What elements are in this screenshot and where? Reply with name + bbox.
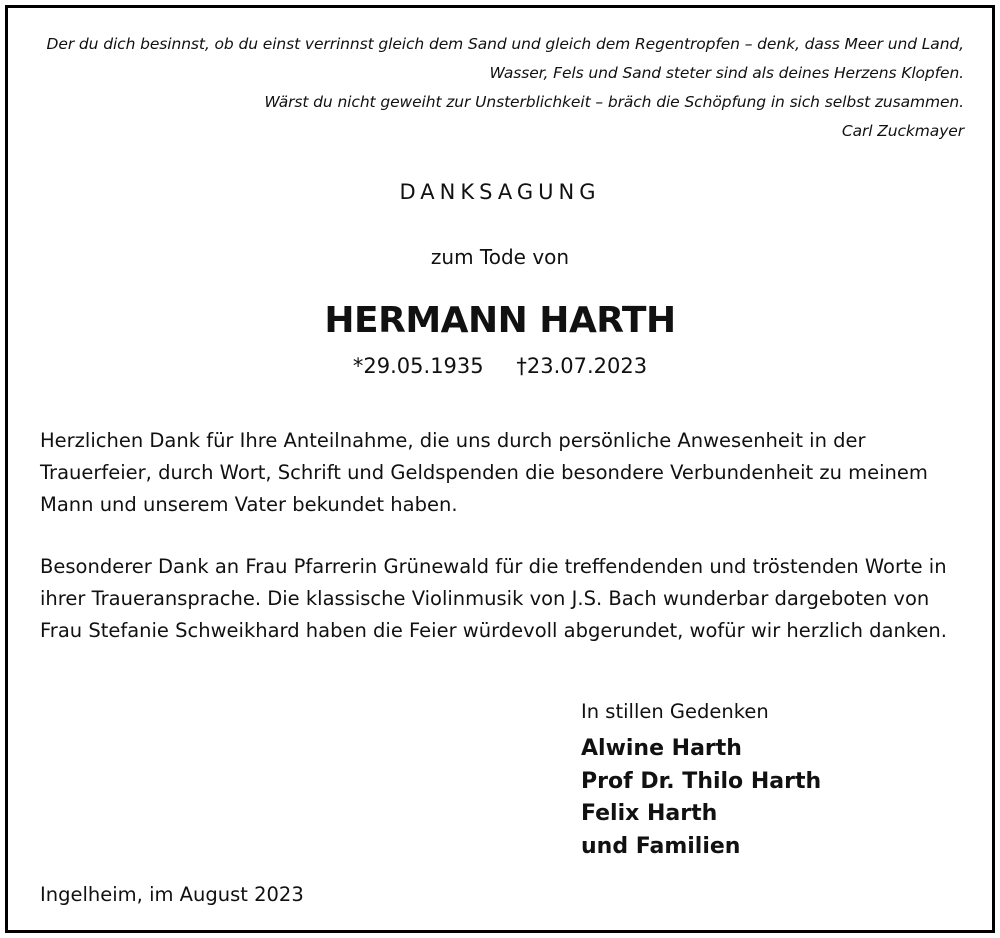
notice-subheading: zum Tode von <box>430 245 570 269</box>
signer-name: Alwine Harth <box>581 736 742 761</box>
life-dates <box>0 354 1000 378</box>
special-thanks-paragraph <box>40 551 980 647</box>
paragraph-line: Herzlichen Dank für Ihre Anteilnahme, die uns durch persönliche Anwesenheit in der <box>40 429 866 452</box>
signer-name: Prof Dr. Thilo Harth <box>581 768 822 794</box>
quote-line: Der du dich besinnst, ob du einst verrinnst gleich dem Sand und gleich dem Regentropfen – denk, dass Meer und Land, <box>46 35 964 53</box>
paragraph-line: ihrer Traueransprache. Die klassische Violinmusik von J.S. Bach wunderbar dargeboten von <box>40 587 930 610</box>
quote-line: Wärst du nicht geweiht zur Unsterblichkeit – bräch die Schöpfung in sich selbst zusammen. <box>264 93 964 111</box>
quote-author: Carl Zuckmayer <box>841 122 964 140</box>
quote-line: Wasser, Fels und Sand steter sind als deines Herzens Klopfen. <box>489 64 964 82</box>
paragraph-line: Mann und unserem Vater bekundet haben. <box>40 493 458 516</box>
thanks-paragraph <box>40 425 980 521</box>
poem-quote <box>34 30 964 146</box>
place-and-date: Ingelheim, im August 2023 <box>40 883 304 906</box>
deceased-name: HERMANN HARTH <box>324 300 676 341</box>
signer-name: Felix Harth <box>581 801 718 826</box>
paragraph-line: Trauerfeier, durch Wort, Schrift und Geldspenden die besondere Verbundenheit zu meinem <box>40 461 928 484</box>
signers-list <box>581 733 821 863</box>
paragraph-line: Frau Stefanie Schweikhard haben die Feier würdevoll abgerundet, wofür wir herzlich danken. <box>40 619 947 642</box>
signer-name: und Familien <box>581 833 741 859</box>
closing-phrase: In stillen Gedenken <box>581 700 769 723</box>
paragraph-line: Besonderer Dank an Frau Pfarrerin Grünewald für die treffendenden und tröstenden Worte in <box>40 555 947 578</box>
notice-heading: DANKSAGUNG <box>399 180 601 204</box>
birth-date: *29.05.1935 <box>352 354 484 378</box>
death-date: †23.07.2023 <box>516 354 648 378</box>
